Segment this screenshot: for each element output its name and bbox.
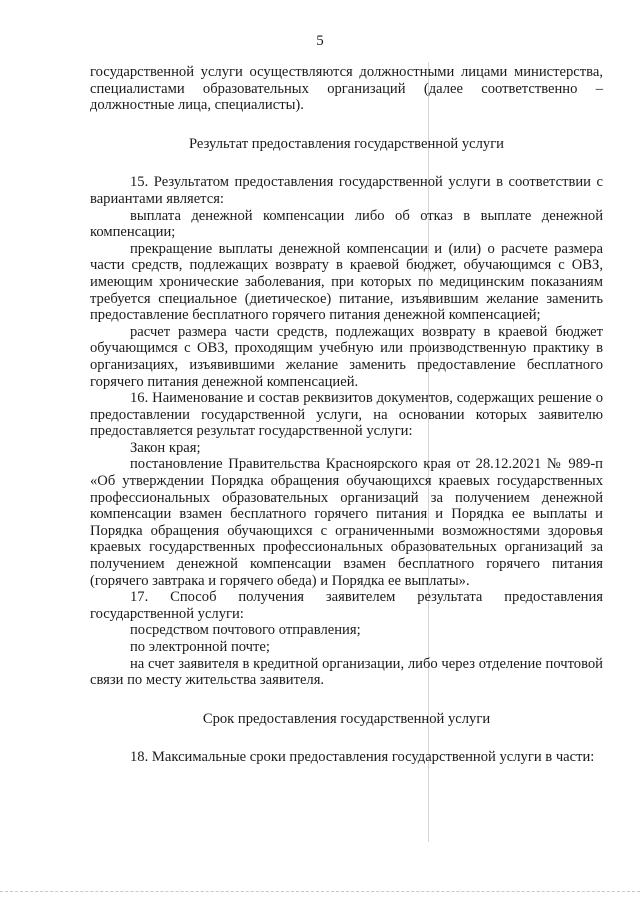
paragraph-item-16: 16. Наименование и состав реквизитов документов, содержащих решение о предоставлении государственной услуги, на основании которых заявителю предоставляется результат государственной услуги: — [90, 390, 603, 440]
section-heading-deadline: Срок предоставления государственной услуги — [202, 710, 491, 727]
paragraph-item-15: 15. Результатом предоставления государственной услуги в соответствии с вариантами является: — [90, 174, 603, 207]
paragraph-method-email: по электронной почте; — [130, 639, 270, 655]
paragraph-item-18: 18. Максимальные сроки предоставления государственной услуги в части: — [130, 749, 595, 766]
scan-bottom-edge — [0, 891, 640, 893]
paragraph-result-option-1: выплата денежной компенсации либо об отказ в выплате денежной компенсации; — [90, 207, 603, 241]
paragraph-result-option-2: прекращение выплаты денежной компенсации и (или) о расчете размера части средств, подлежащих возврату в краевой бюджет, обучающимся с ОВЗ, имеющим хронические заболевания, при которых по медицинским показаниям требуется специальное (диетическое) питание, изъявившим желание заменить предоставление бесплатного горячего питания денежной компенсацией; — [90, 240, 603, 324]
document-body — [90, 64, 603, 766]
paragraph-continuation: государственной услуги осуществляются должностными лицами министерства, специалистами образовательных организаций (далее соответственно – должностные лица, специалисты). — [90, 64, 603, 114]
paragraph-method-account: на счет заявителя в кредитной организации, либо через отделение почтовой связи по месту жительства заявителя. — [90, 655, 603, 689]
section-heading-result: Результат предоставления государственной услуги — [189, 135, 504, 152]
paragraph-resolution-reference: постановление Правительства Красноярского края от 28.12.2021 № 989-п «Об утверждении Порядка обращения обучающихся краевых государственных профессиональных образовательных организаций за получением денежной компенсации взамен бесплатного горячего питания и Порядка ее выплаты и Порядка обращения обучающихся с ограниченными возможностями здоровья краевых государственных профессиональных образовательных организаций за получением денежной компенсации взамен бесплатного горячего питания (горячего завтрака и горячего обеда) и Порядка ее выплаты». — [90, 456, 603, 589]
paragraph-method-post: посредством почтового отправления; — [130, 622, 361, 639]
paragraph-result-option-3: расчет размера части средств, подлежащих возврату в краевой бюджет обучающимся с ОВЗ, проходящим учебную или производственную практику в организациях, изъявившими желание заменить предоставление бесплатного горячего питания денежной компенсацией. — [90, 323, 603, 390]
paragraph-law-reference: Закон края; — [130, 439, 201, 456]
page-number: 5 — [316, 33, 324, 49]
paragraph-item-17: 17. Способ получения заявителем результата предоставления государственной услуги: — [90, 589, 603, 622]
